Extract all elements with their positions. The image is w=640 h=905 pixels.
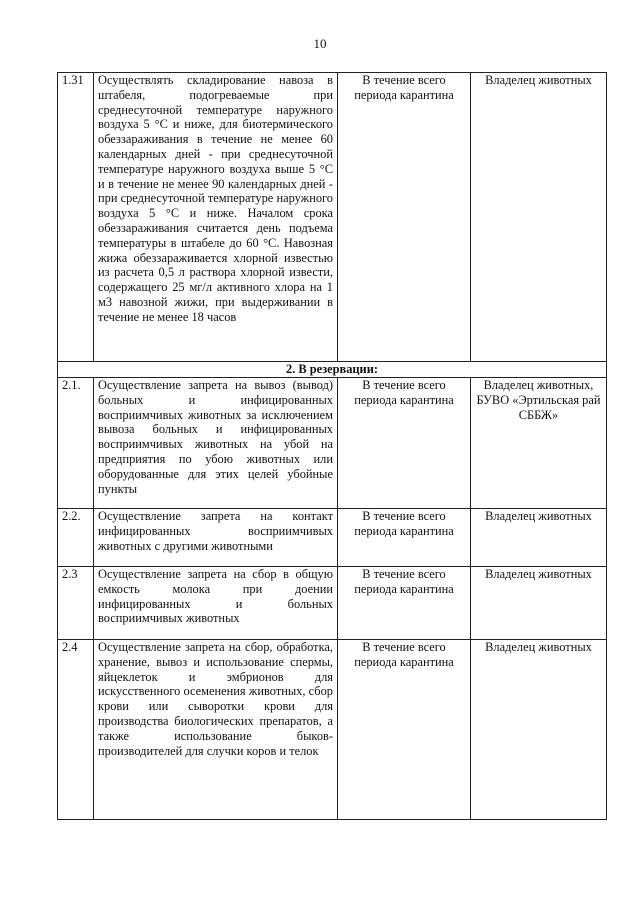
- row-number: 2.1.: [58, 378, 94, 509]
- row-term: В течение всего периода карантина: [338, 567, 471, 640]
- row-number: 2.4: [58, 640, 94, 820]
- section-header-row: [58, 362, 607, 378]
- table-row: [58, 567, 607, 640]
- row-responsible: Владелец животных: [471, 509, 607, 567]
- measures-table: [57, 72, 607, 820]
- row-responsible: Владелец животных: [471, 640, 607, 820]
- row-action: Осуществлять складирование навоза в штабеля, подогреваемые при среднесуточной температуре наружного воздуха 5 °С и ниже, для биотермического обеззараживания в течение не менее 60 календарных дней - при среднесуточной температуре наружного воздуха выше 5 °С и в течение не менее 90 календарных дней - при среднесуточной температуре наружного воздуха 5 °С и ниже. Началом срока обеззараживания считается день подъема температуры в штабеле до 60 °С. Навозная жижа обеззараживается хлорной известью из расчета 0,5 л раствора хлорной извести, содержащего 25 мг/л активного хлора на 1 м3 навозной жижи, при выдерживании в течение не менее 18 часов: [94, 73, 338, 362]
- page-number: 10: [313, 36, 327, 51]
- table-row: [58, 509, 607, 567]
- row-term: В течение всего периода карантина: [338, 378, 471, 509]
- row-term: В течение всего периода карантина: [338, 509, 471, 567]
- row-action: Осуществление запрета на вывоз (вывод) больных и инфицированных восприимчивых животных за исключением вывоза больных и инфицированных восприимчивых животных на убой на предприятия по убою животных или оборудованные для этих целей убойные пункты: [94, 378, 338, 509]
- row-action: Осуществление запрета на сбор, обработка, хранение, вывоз и использование спермы, яйцеклеток и эмбрионов для искусственного осеменения животных, сбор крови или сыворотки крови для производства биологических препаратов, а также использование быков-производителей для случки коров и телок: [94, 640, 338, 820]
- row-responsible: Владелец животных, БУВО «Эртильская рай СББЖ»: [471, 378, 607, 509]
- row-number: 1.31: [58, 73, 94, 362]
- table-row: [58, 73, 607, 362]
- row-number: 2.3: [58, 567, 94, 640]
- section-title: 2. В резервации:: [58, 362, 607, 378]
- row-action: Осуществление запрета на сбор в общую емкость молока при доении инфицированных и больных восприимчивых животных: [94, 567, 338, 640]
- row-term: В течение всего периода карантина: [338, 640, 471, 820]
- table-row: [58, 378, 607, 509]
- row-responsible: Владелец животных: [471, 73, 607, 362]
- row-responsible: Владелец животных: [471, 567, 607, 640]
- table-row: [58, 640, 607, 820]
- row-number: 2.2.: [58, 509, 94, 567]
- row-term: В течение всего периода карантина: [338, 73, 471, 362]
- row-action: Осуществление запрета на контакт инфицированных восприимчивых животных с другими животными: [94, 509, 338, 567]
